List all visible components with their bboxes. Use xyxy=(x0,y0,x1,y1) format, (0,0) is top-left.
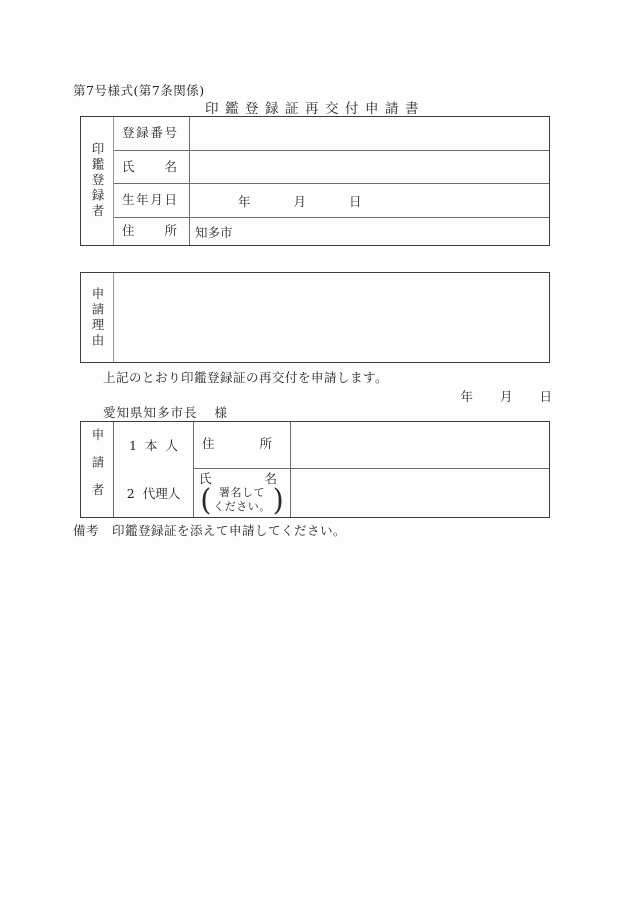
form-number: 第7号様式(第7条関係) xyxy=(73,83,205,98)
address-label: 住所 xyxy=(114,217,190,245)
addressee-name: 愛知県知多市長 xyxy=(103,405,198,420)
applicant-address-label: 住所 xyxy=(194,422,291,468)
birthdate-year-unit: 年 xyxy=(238,193,251,209)
reason-side-label: 申請理由 xyxy=(90,286,105,349)
application-date-line xyxy=(460,387,552,405)
remarks-label: 備考 xyxy=(73,523,100,538)
application-statement: 上記のとおり印鑑登録証の再交付を申請します。 xyxy=(103,370,389,385)
date-month-unit: 月 xyxy=(499,389,513,404)
sign-instruction-line1: 署名して xyxy=(219,486,265,499)
birthdate-label: 生年月日 xyxy=(114,183,190,217)
registration-number-value-cell xyxy=(190,117,549,150)
applicant-name-cell xyxy=(194,468,291,517)
address-value-cell: 知多市 xyxy=(190,217,549,245)
close-paren-glyph: ) xyxy=(272,481,284,518)
sign-instruction xyxy=(194,481,290,518)
open-paren-glyph: ( xyxy=(200,481,212,518)
applicant-type-cell xyxy=(114,422,194,517)
remarks-line xyxy=(73,521,346,539)
applicant-address-value-cell xyxy=(291,422,549,468)
reason-side-header xyxy=(81,273,114,362)
applicant-table xyxy=(80,421,550,518)
sign-instruction-line2: ください。 xyxy=(213,499,271,513)
addressee-line xyxy=(103,403,228,421)
sign-instruction-text xyxy=(213,486,271,513)
reason-value-cell xyxy=(114,273,549,362)
birthdate-day-unit: 日 xyxy=(349,193,362,209)
remarks-text: 印鑑登録証を添えて申請してください。 xyxy=(112,523,347,538)
applicant-side-header xyxy=(81,422,114,517)
name-value-cell xyxy=(190,150,549,183)
application-reason-box xyxy=(80,272,550,363)
applicant-type-option-agent: 2 代理人 xyxy=(126,485,181,501)
applicant-name-value-cell xyxy=(291,468,549,517)
birthdate-value-cell xyxy=(190,183,549,217)
applicant-type-option-self: 1 本 人 xyxy=(129,438,178,453)
form-title: 印鑑登録証再交付申請書 xyxy=(205,101,425,117)
registrant-table xyxy=(80,116,550,246)
birthdate-month-unit: 月 xyxy=(293,193,307,209)
addressee-honorific: 様 xyxy=(214,405,229,420)
registration-number-label: 登録番号 xyxy=(114,117,190,150)
applicant-name-label: 氏名 xyxy=(199,471,277,486)
name-label: 氏名 xyxy=(114,150,190,183)
date-day-unit: 日 xyxy=(539,389,552,404)
registrant-side-label: 印鑑登録者 xyxy=(90,142,105,220)
date-year-unit: 年 xyxy=(460,389,473,404)
applicant-side-label: 申請者 xyxy=(90,428,105,511)
registrant-side-header xyxy=(81,117,114,245)
